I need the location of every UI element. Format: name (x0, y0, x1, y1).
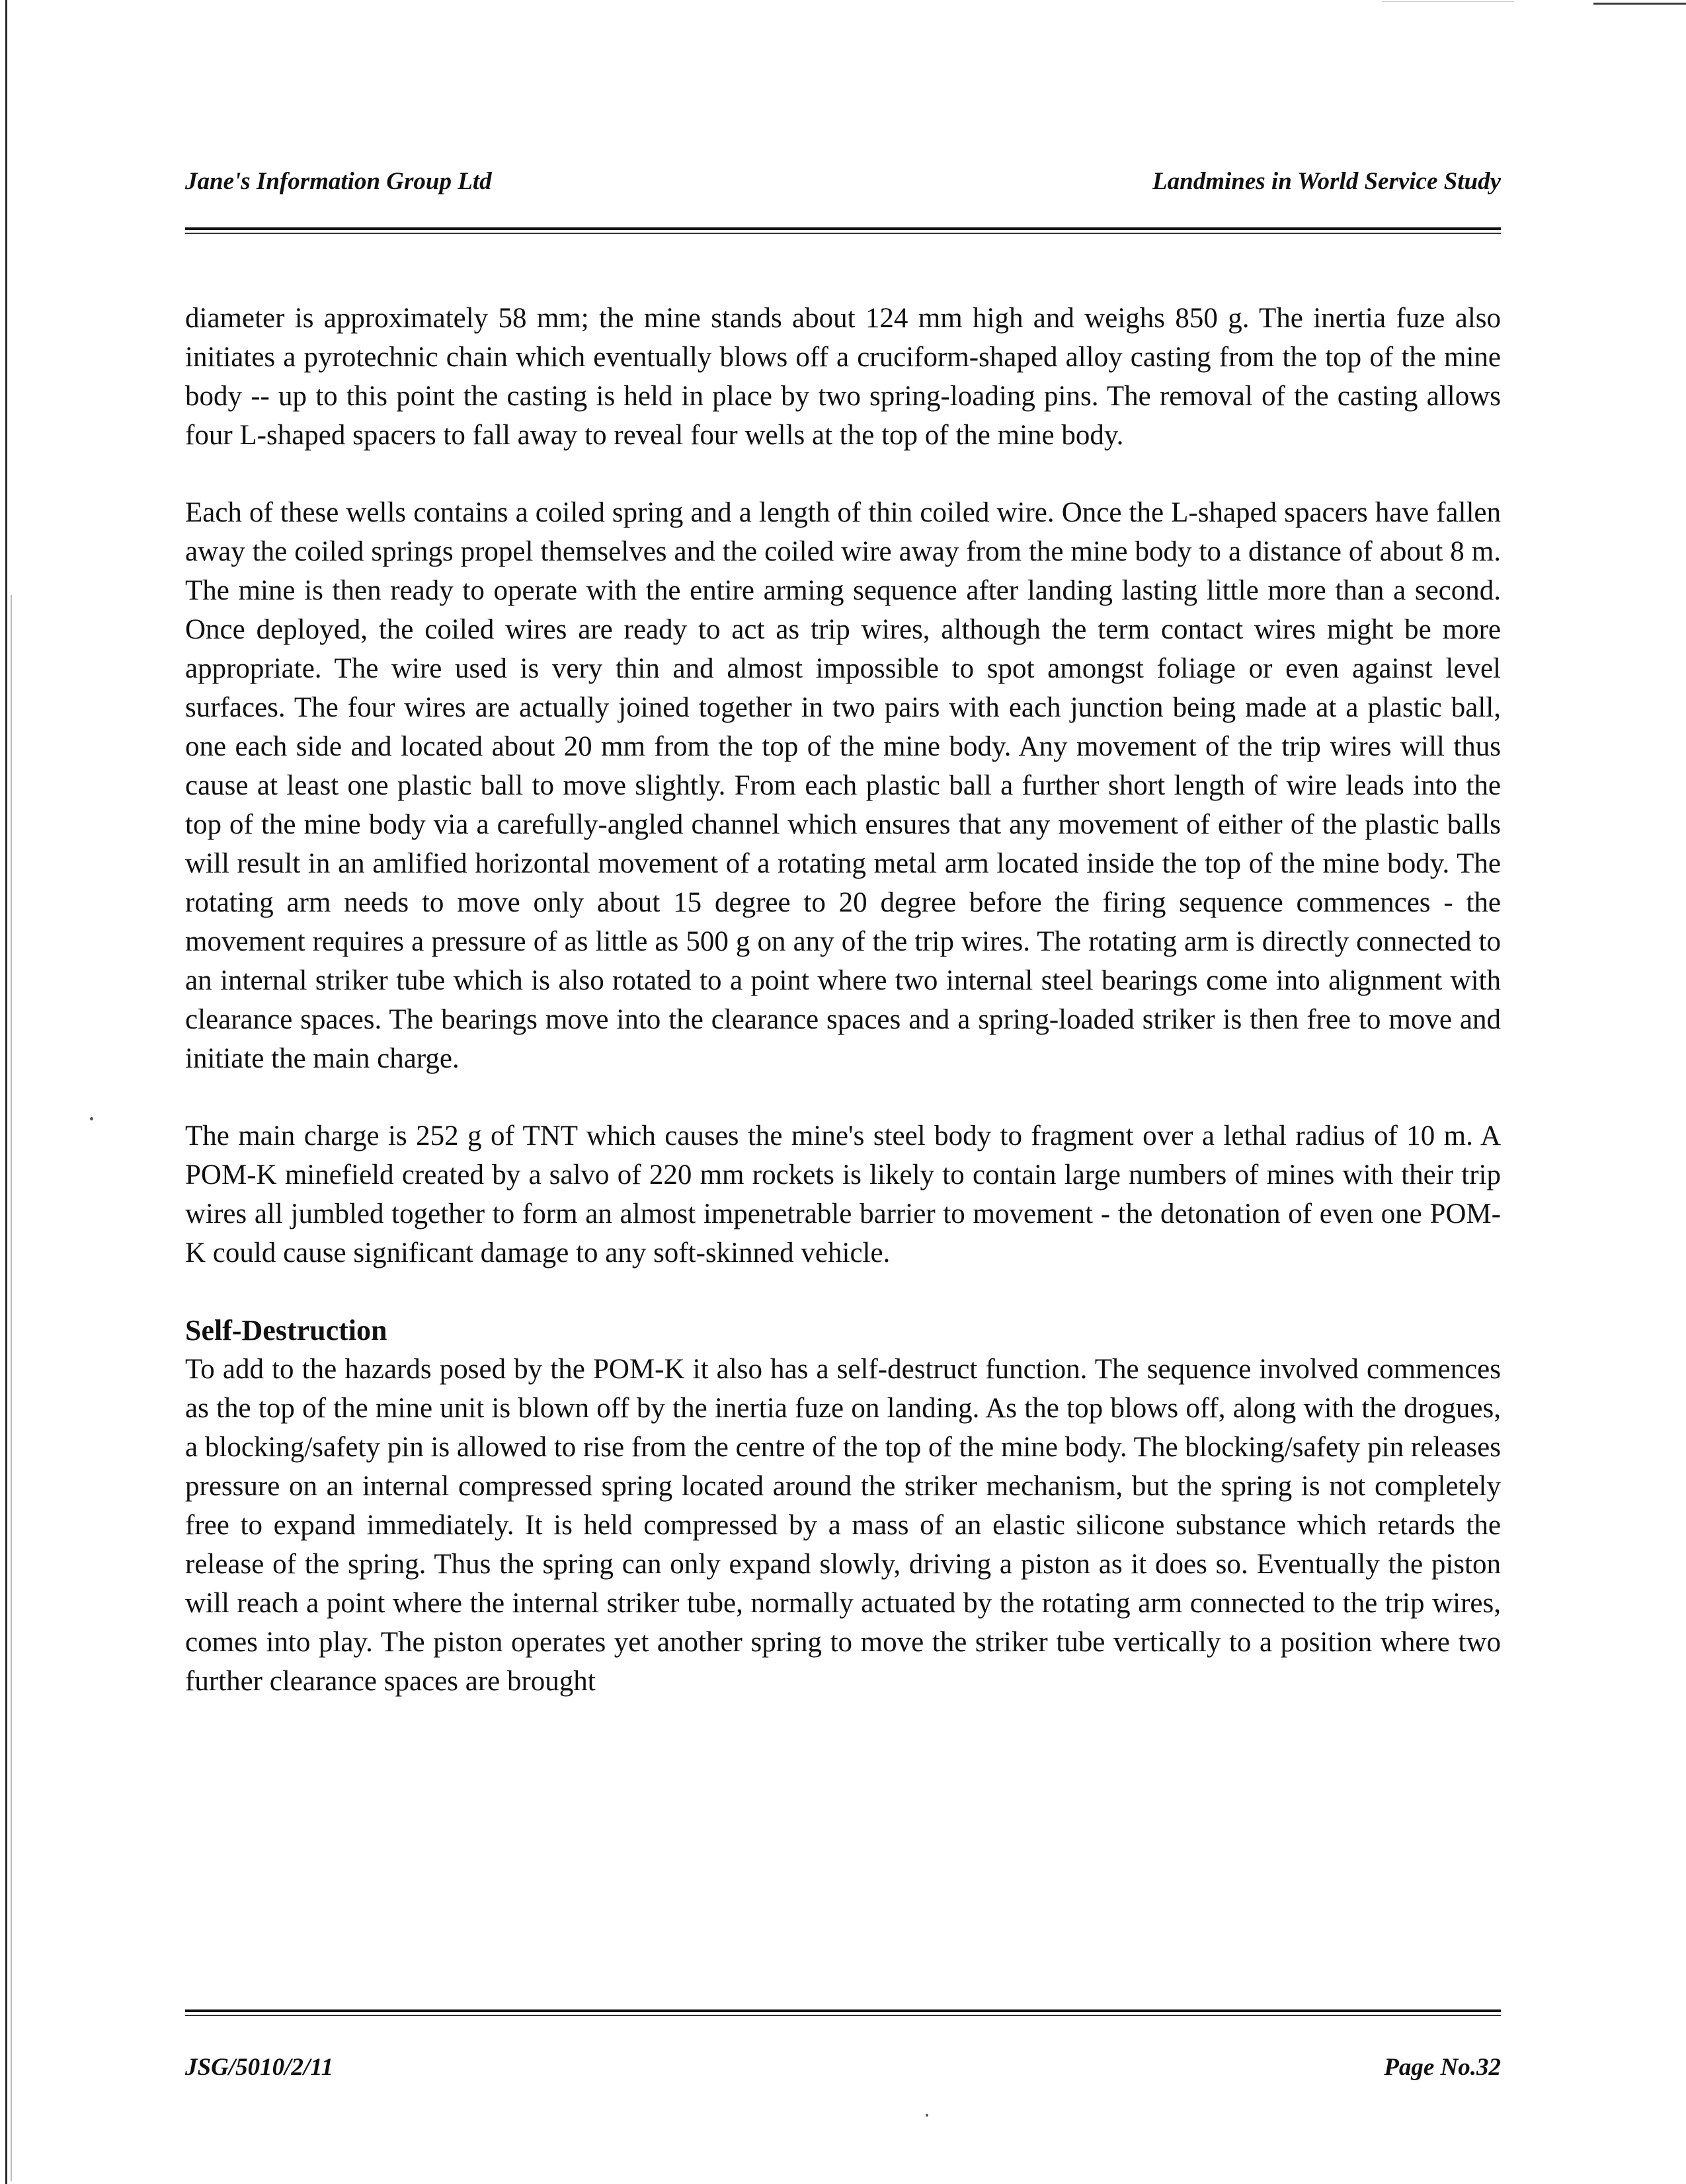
section-paragraph: To add to the hazards posed by the POM-K it also has a self-destruct function. The sequence involved commences as the top of the mine unit is blown off by the inertia fuze on landing. As the top blows off, along with the drogues, a blocking/safety pin is allowed to rise from the centre of the top of the mine body. The blocking/safety pin releases pressure on an internal compressed spring located around the striker mechanism, but the spring is not completely free to expand immediately. It is held compressed by a mass of an elastic silicone substance which retards the release of the spring. Thus the spring can only expand slowly, driving a piston as it does so. Eventually the piston will reach a point where the internal striker tube, normally actuated by the rotating arm connected to the trip wires, comes into play. The piston operates yet another spring to move the striker tube vertically to a position where two further clearance spaces are brought (185, 1354, 1501, 1697)
body-paragraph: The main charge is 252 g of TNT which causes the mine's steel body to fragment over a lethal radius of 10 m. A POM-K minefield created by a salvo of 220 mm rockets is likely to contain large numbers of mines with their trip wires all jumbled together to form an almost impenetrable barrier to movement - the detonation of even one POM-K could cause significant damage to any soft-skinned vehicle. (185, 1120, 1501, 1268)
document-body (185, 299, 1501, 1701)
footer-document-id: JSG/5010/2/11 (185, 2054, 334, 2081)
running-footer (185, 2053, 1501, 2086)
footer-rule (185, 2009, 1501, 2016)
scan-edge-left (5, 0, 7, 2184)
body-paragraph: diameter is approximately 58 mm; the mine stands about 124 mm high and weighs 850 g. The inertia fuze also initiates a pyrotechnic chain which eventually blows off a cruciform-shaped alloy casting from the top of the mine body -- up to this point the casting is held in place by two spring-loading pins. The removal of the casting allows four L-shaped spacers to fall away to reveal four wells at the top of the mine body. (185, 303, 1501, 451)
header-study-title: Landmines in World Service Study (1152, 168, 1501, 195)
body-paragraph: Each of these wells contains a coiled spring and a length of thin coiled wire. Once the L-shaped spacers have fallen away the coiled springs propel themselves and the coiled wire away from the mine body to a distance of about 8 m. The mine is then ready to operate with the entire arming sequence after landing lasting little more than a second. Once deployed, the coiled wires are ready to act as trip wires, although the term contact wires might be more appropriate. The wire used is very thin and almost impossible to spot amongst foliage or even against level surfaces. The four wires are actually joined together in two pairs with each junction being made at a plastic ball, one each side and located about 20 mm from the top of the mine body. Any movement of the trip wires will thus cause at least one plastic ball to move slightly. From each plastic ball a further short length of wire leads into the top of the mine body via a carefully-angled channel which ensures that any movement of either of the plastic balls will result in an amlified horizontal movement of a rotating metal arm located inside the top of the mine body. The rotating arm needs to move only about 15 degree to 20 degree before the firing sequence commences - the movement requires a pressure of as little as 500 g on any of the trip wires. The rotating arm is directly connected to an internal striker tube which is also rotated to a point where two internal steel bearings come into alignment with clearance spaces. The bearings move into the clearance spaces and a spring-loaded striker is then free to move and initiate the main charge. (185, 497, 1501, 1074)
header-publisher: Jane's Information Group Ltd (185, 168, 492, 195)
document-page (185, 0, 1501, 2184)
section-heading: Self-Destruction (185, 1314, 387, 1346)
scan-edge-shadow (11, 595, 12, 2181)
scan-edge-top (1593, 3, 1686, 5)
scan-speck (90, 1117, 93, 1120)
header-rule (185, 227, 1501, 234)
running-header (185, 167, 1501, 200)
footer-page-number: Page No.32 (1384, 2054, 1501, 2081)
